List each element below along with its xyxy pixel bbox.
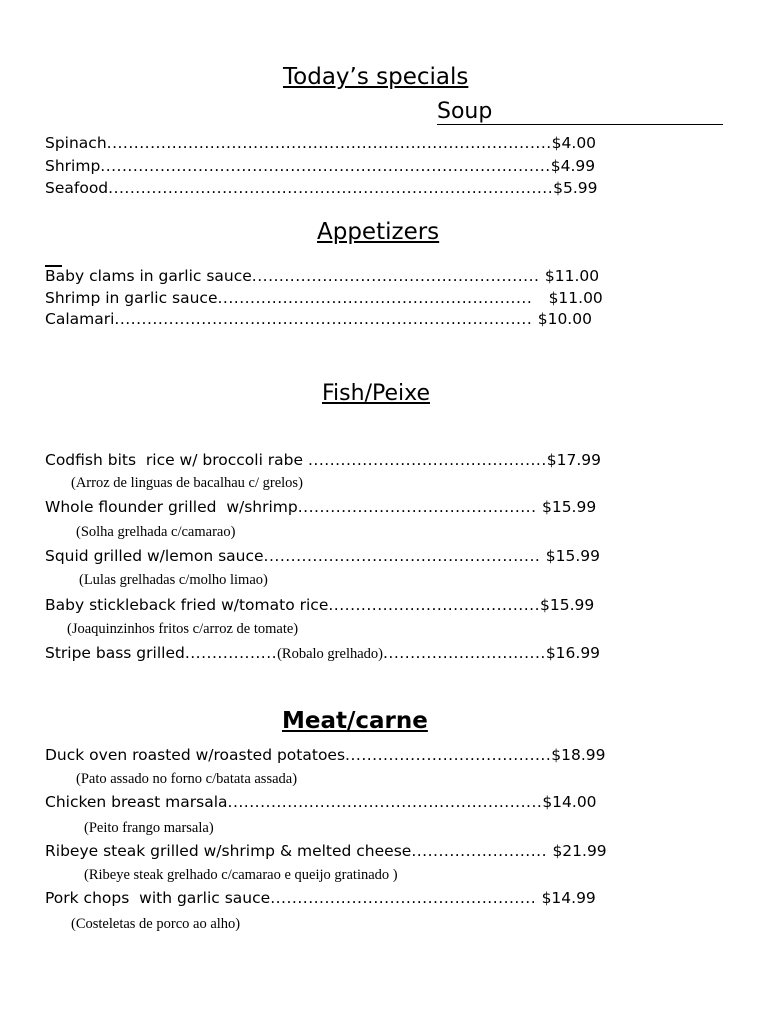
menu-item	[45, 546, 600, 566]
item-name: Ribeye steak grilled w/shrimp & melted cheese	[45, 842, 412, 860]
item-name: Squid grilled w/lemon sauce	[45, 547, 264, 565]
item-price: $14.00	[542, 793, 597, 811]
item-name: Codfish bits rice w/ broccoli rabe	[45, 451, 308, 469]
item-price: $17.99	[546, 451, 602, 469]
item-price: $14.99	[541, 889, 596, 907]
item-dots: ..............................	[383, 644, 546, 662]
item-translation: (Ribeye steak grelhado c/camarao e queijo gratinado )	[84, 867, 398, 883]
item-price: $16.99	[545, 644, 601, 662]
page-title: Today’s specials	[283, 64, 469, 90]
item-translation: (Costeletas de porco ao alho)	[71, 916, 241, 932]
item-dots: ............................................	[307, 451, 547, 469]
item-name: Seafood	[45, 179, 109, 197]
menu-item	[45, 178, 598, 198]
item-price: $4.00	[551, 134, 597, 152]
meat-heading: Meat/carne	[282, 708, 428, 734]
item-name: Spinach	[45, 134, 107, 152]
menu-item	[45, 643, 600, 664]
menu-item	[45, 888, 596, 908]
menu-item	[45, 266, 599, 286]
item-name: Shrimp	[45, 157, 101, 175]
item-name: Calamari	[45, 310, 115, 328]
item-dots: .....................................................	[251, 267, 545, 285]
item-translation: (Solha grelhada c/camarao)	[76, 524, 236, 540]
item-price: $15.99	[540, 596, 595, 614]
item-name: Shrimp in garlic sauce	[45, 289, 218, 307]
item-name: Pork chops with garlic sauce	[45, 889, 271, 907]
item-dots: ..........................................................	[217, 289, 549, 307]
item-translation: (Lulas grelhadas c/molho limao)	[79, 572, 268, 588]
item-price: $21.99	[552, 842, 607, 860]
item-dots: ..................................................................................	[106, 134, 552, 152]
appetizers-heading: Appetizers	[317, 219, 440, 245]
soup-heading-underline	[437, 124, 723, 125]
menu-item	[45, 497, 596, 517]
menu-item	[45, 745, 606, 765]
item-price: $18.99	[551, 746, 606, 764]
item-dots: ...................................................	[263, 547, 546, 565]
menu-item	[45, 309, 592, 329]
item-name: Stripe bass grilled	[45, 644, 185, 662]
item-dots: .........................	[411, 842, 553, 860]
menu-item	[45, 156, 595, 176]
item-price: $11.00	[544, 267, 600, 285]
item-price: $4.99	[550, 157, 596, 175]
item-price: $15.99	[545, 547, 601, 565]
item-translation: (Joaquinzinhos fritos c/arroz de tomate)	[67, 621, 299, 637]
item-dots: ..................................................................................	[108, 179, 554, 197]
item-dots: .................	[184, 644, 278, 662]
item-translation: (Peito frango marsala)	[84, 820, 214, 836]
item-dots: ...................................................................................	[100, 157, 551, 175]
item-name: Chicken breast marsala	[45, 793, 228, 811]
item-price: $11.00	[548, 289, 603, 307]
menu-item	[45, 792, 597, 812]
soup-heading: Soup	[437, 99, 493, 124]
menu-item	[45, 595, 594, 615]
item-price: $10.00	[537, 310, 592, 328]
item-translation: (Pato assado no forno c/batata assada)	[76, 771, 298, 787]
item-dots: .................................................	[270, 889, 542, 907]
item-price: $5.99	[553, 179, 598, 197]
item-name: Baby stickleback fried w/tomato rice	[45, 596, 329, 614]
item-price: $15.99	[541, 498, 597, 516]
item-dots: ..........................................................	[227, 793, 543, 811]
item-dots: ......................................	[345, 746, 552, 764]
menu-item	[45, 841, 607, 861]
item-name: Whole flounder grilled w/shrimp	[45, 498, 298, 516]
fish-heading: Fish/Peixe	[322, 381, 430, 406]
item-translation-inline: (Robalo grelhado)	[277, 646, 383, 662]
menu-item	[45, 450, 601, 470]
item-dots: .......................................	[328, 596, 541, 614]
item-translation: (Arroz de linguas de bacalhau c/ grelos)	[71, 475, 303, 491]
item-dots: ............................................	[297, 498, 542, 516]
item-name: Baby clams in garlic sauce	[45, 267, 252, 285]
menu-item	[45, 133, 596, 153]
item-name: Duck oven roasted w/roasted potatoes	[45, 746, 346, 764]
menu-item	[45, 288, 603, 308]
item-dots: .............................................................................	[114, 310, 538, 328]
